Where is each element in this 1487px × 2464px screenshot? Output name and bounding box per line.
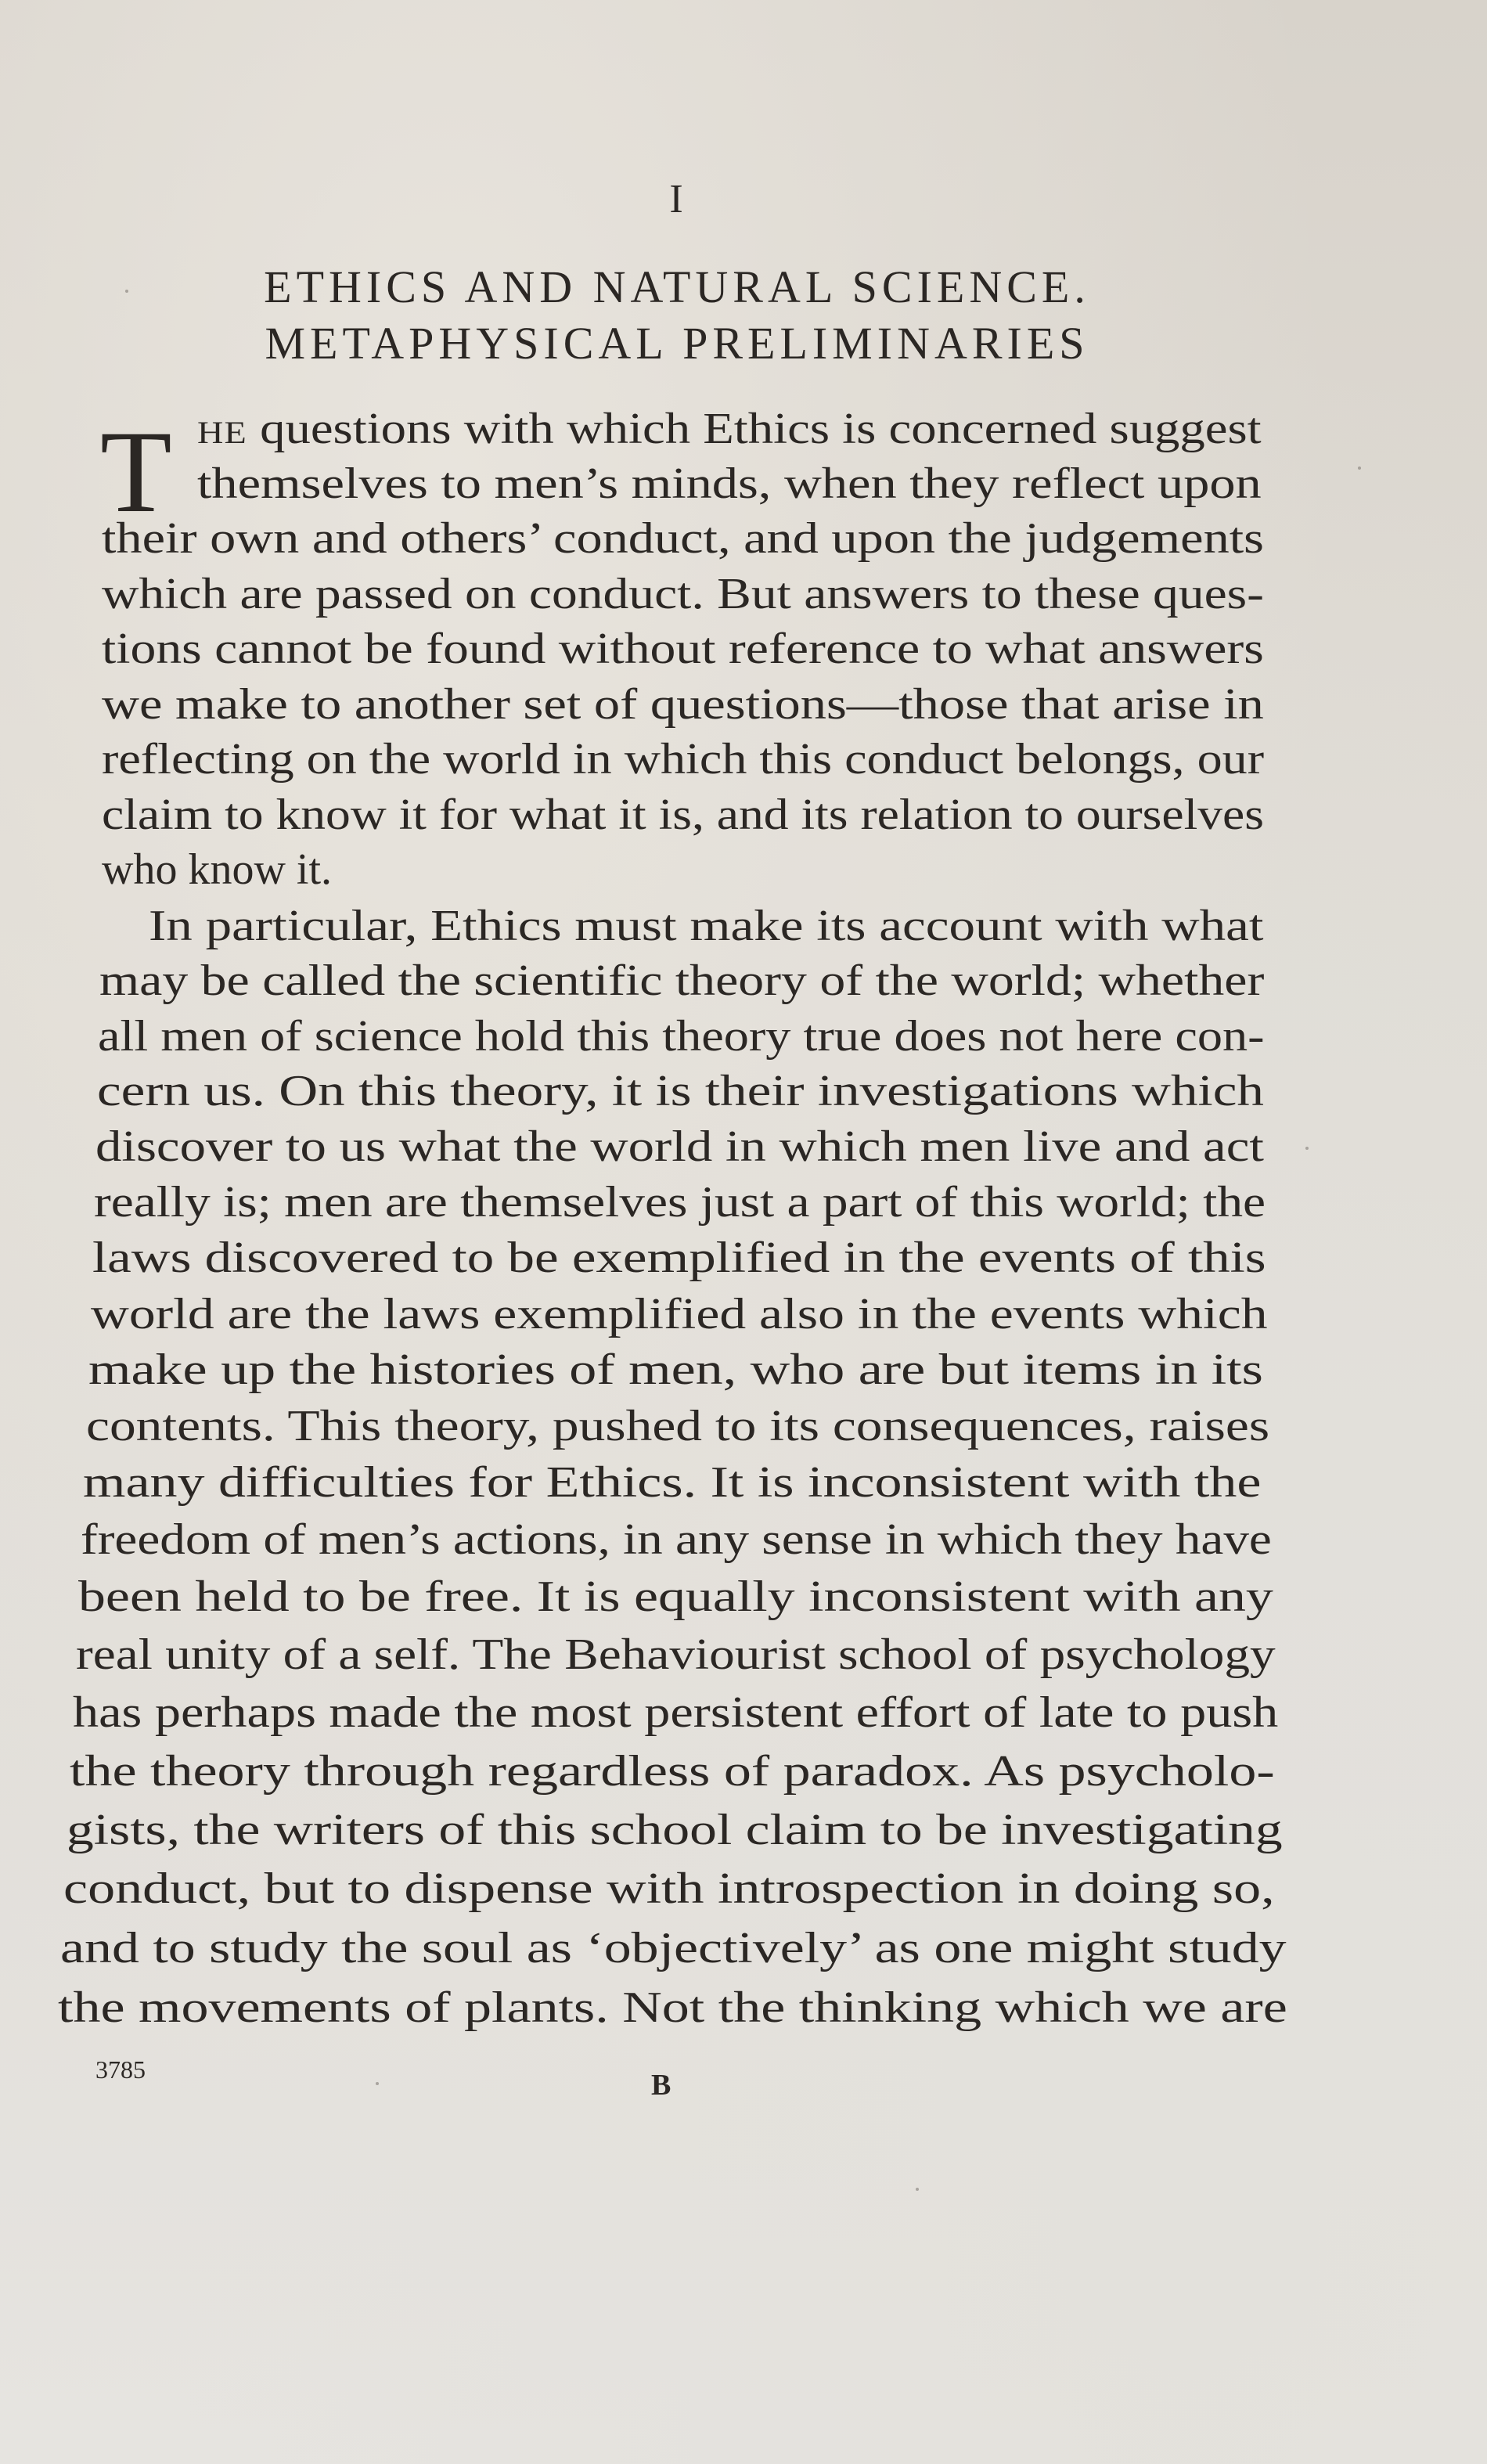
text-line [197,407,1262,451]
first-word-small-caps: HE [197,415,247,450]
text-line: really is; men are themselves just a part of this world; the [94,1178,1266,1227]
text-line: real unity of a self. The Behaviourist school of psychology [76,1630,1276,1679]
chapter-number: I [669,177,685,222]
text-line: may be called the scientific theory of the world; whether [99,956,1265,1005]
text-line: the theory through regardless of paradox. As psycholo- [70,1747,1275,1796]
text-line: themselves to men’s minds, when they reflect upon [197,459,1262,508]
paper-speck [916,2188,919,2191]
paper-speck [125,290,128,293]
text-line: the movements of plants. Not the thinking which we are [58,1983,1287,2032]
paper-speck [1305,1147,1309,1150]
paper-speck [376,2082,379,2085]
text-line: world are the laws exemplified also in the events which [91,1290,1268,1338]
text-line: gists, the writers of this school claim to be investigating [67,1806,1283,1854]
text-line: we make to another set of questions—those that arise in [102,680,1264,729]
paper-speck [1358,467,1361,470]
drop-cap: T [100,407,172,537]
text-line: discover to us what the world in which men live and act [95,1122,1264,1171]
text-line: many difficulties for Ethics. It is inconsistent with the [83,1458,1262,1507]
text-line: make up the histories of men, who are but items in its [88,1345,1263,1394]
text-line: laws discovered to be exemplified in the events of this [92,1234,1266,1282]
text-line: reflecting on the world in which this conduct belongs, our [102,735,1265,784]
text-line: all men of science hold this theory true does not here con- [98,1012,1265,1061]
text-line: In particular, Ethics must make its account with what [149,902,1264,950]
text-line: contents. This theory, pushed to its consequences, raises [86,1402,1270,1450]
signature-letter: B [651,2069,671,2102]
text-line: been held to be free. It is equally inconsistent with any [78,1572,1273,1621]
text-line-content: questions with which Ethics is concerned suggest [247,405,1262,453]
text-line: which are passed on conduct. But answers to these ques- [102,570,1264,618]
signature-number: 3785 [95,2055,146,2084]
text-line: conduct, but to dispense with introspection in doing so, [63,1864,1275,1913]
text-line: claim to know it for what it is, and its relation to ourselves [102,791,1264,839]
text-line: freedom of men’s actions, in any sense in which they have [81,1515,1272,1564]
text-line: their own and others’ conduct, and upon the judgements [102,514,1264,563]
text-line: and to study the soul as ‘objectively’ as one might study [60,1924,1287,1972]
chapter-title-line-2: METAPHYSICAL PRELIMINARIES [265,318,1089,369]
chapter-title-line-1: ETHICS AND NATURAL SCIENCE. [264,261,1090,312]
text-line: tions cannot be found without reference to what answers [102,625,1264,673]
text-line: who know it. [102,845,332,894]
text-line: has perhaps made the most persistent effort of late to push [73,1688,1279,1737]
text-line: cern us. On this theory, it is their investigations which [97,1067,1264,1115]
